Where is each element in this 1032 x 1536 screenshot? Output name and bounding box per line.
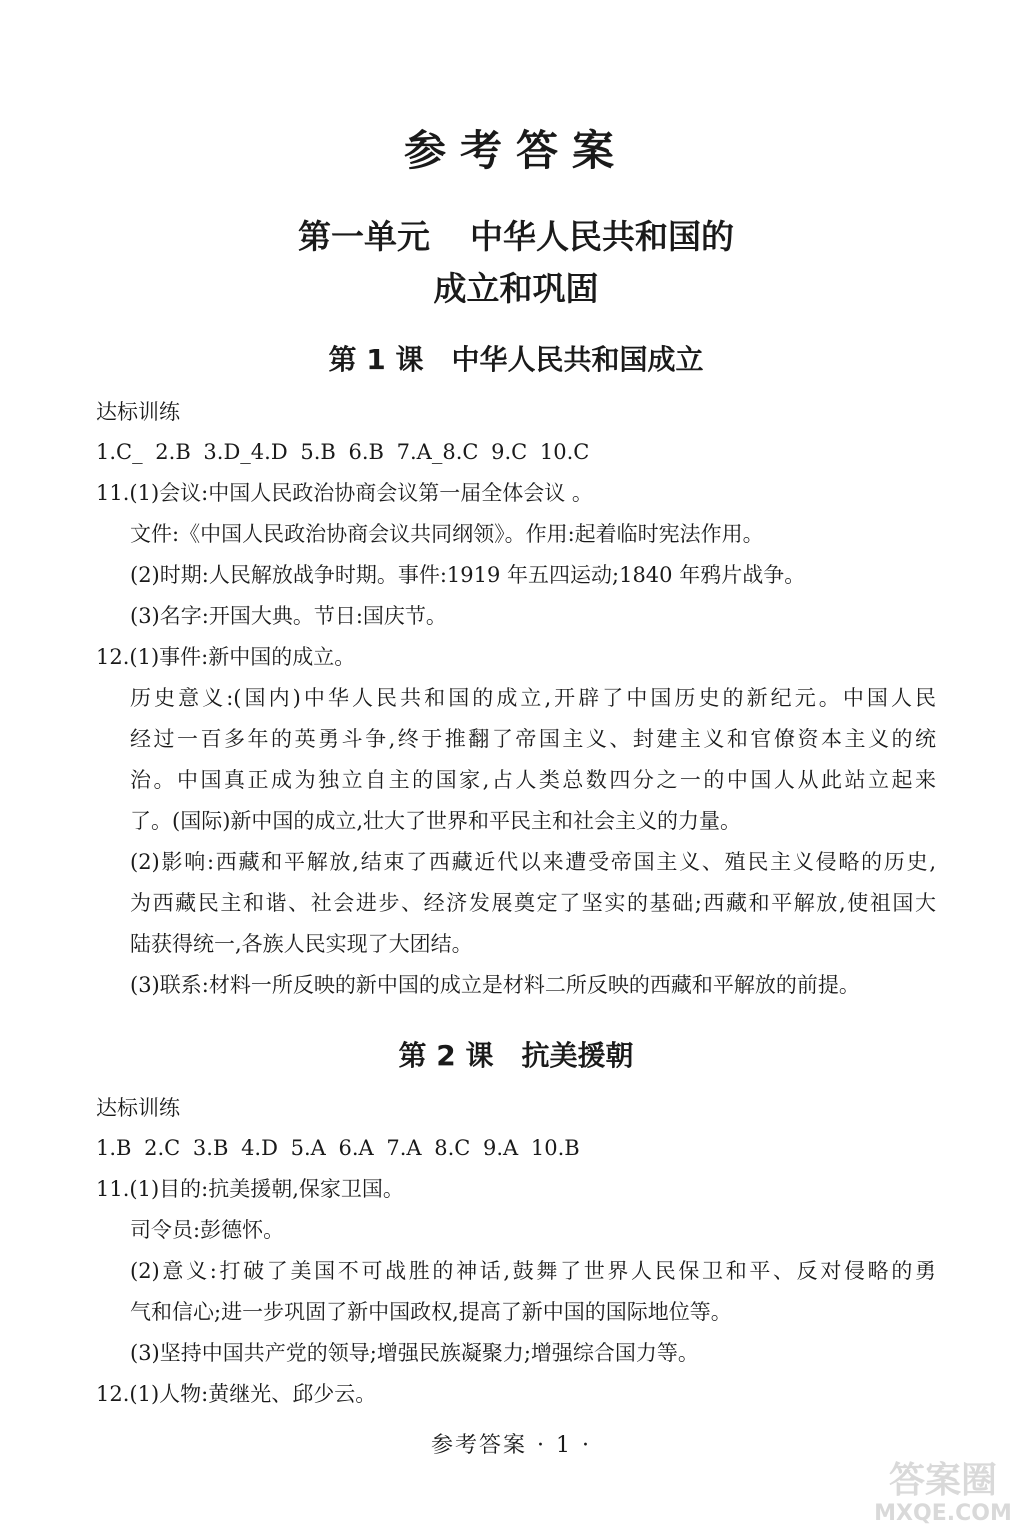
answer-line: 司令员:彭德怀。 <box>130 1218 285 1242</box>
answer-line: (2)时期:人民解放战争时期。事件:1919 年五四运动;1840 年鸦片战争。 <box>130 563 806 587</box>
answer-line: (3)联系:材料一所反映的新中国的成立是材料二所反映的西藏和平解放的前提。 <box>130 973 860 997</box>
answer-line: 经过一百多年的英勇斗争,终于推翻了帝国主义、封建主义和官僚资本主义的统 <box>130 727 936 751</box>
lesson-1-name: 中华人民共和国成立 <box>451 343 704 376</box>
answer-line: 了。(国际)新中国的成立,壮大了世界和平民主和社会主义的力量。 <box>130 809 742 833</box>
answer-line: (2)影响:西藏和平解放,结束了西藏近代以来遭受帝国主义、殖民主义侵略的历史, <box>130 850 936 874</box>
lesson-1-content <box>96 392 936 1006</box>
lesson-2-title <box>0 1034 1032 1074</box>
mc-answers: 1.B 2.C 3.B 4.D 5.A 6.A 7.A 8.C 9.A 10.B <box>96 1136 580 1160</box>
footer-label: 参考答案 <box>430 1433 527 1458</box>
lesson-2-number: 第 2 课 <box>398 1039 494 1072</box>
watermark-domain: MXQE.COM <box>874 1501 1012 1526</box>
answer-line: 文件:《中国人民政治协商会议共同纲领》。作用:起着临时宪法作用。 <box>130 522 764 546</box>
unit-number: 第一单元 <box>298 217 430 256</box>
answer-line: 11.(1)会议:中国人民政治协商会议第一届全体会议 。 <box>96 481 593 505</box>
answer-line: (3)坚持中国共产党的领导;增强民族凝聚力;增强综合国力等。 <box>130 1341 699 1365</box>
answer-line: 11.(1)目的:抗美援朝,保家卫国。 <box>96 1177 404 1201</box>
answer-line: 陆获得统一,各族人民实现了大团结。 <box>130 932 473 956</box>
section-label: 达标训练 <box>96 1096 180 1120</box>
section-label: 达标训练 <box>96 400 180 424</box>
unit-name-part1: 中华人民共和国的 <box>470 217 734 256</box>
answer-line: 气和信心;进一步巩固了新中国政权,提高了新中国的国际地位等。 <box>130 1300 732 1324</box>
lesson-1-number: 第 1 课 <box>328 343 424 376</box>
answer-line: (2)意义:打破了美国不可战胜的神话,鼓舞了世界人民保卫和平、反对侵略的勇 <box>130 1259 936 1283</box>
mc-answers: 1.C_ 2.B 3.D_4.D 5.B 6.B 7.A_8.C 9.C 10.C <box>96 440 590 464</box>
answer-line: 历史意义:(国内)中华人民共和国的成立,开辟了中国历史的新纪元。中国人民 <box>130 686 936 710</box>
lesson-2-content <box>96 1088 936 1415</box>
answer-line: 12.(1)人物:黄继光、邱少云。 <box>96 1382 377 1406</box>
page-footer: 参考答案 · 1 · <box>430 1433 591 1458</box>
watermark-logo <box>868 1452 1018 1526</box>
page-title: 参考答案 <box>403 126 628 175</box>
page-number: 1 <box>556 1433 572 1458</box>
lesson-2-name: 抗美援朝 <box>521 1039 634 1072</box>
unit-title <box>0 212 1032 262</box>
answer-line: 为西藏民主和谐、社会进步、经济发展奠定了坚实的基础;西藏和平解放,使祖国大 <box>130 891 936 915</box>
answer-line: 治。中国真正成为独立自主的国家,占人类总数四分之一的中国人从此站立起来 <box>130 768 936 792</box>
unit-title-line2: 成立和巩固 <box>433 269 599 308</box>
answer-line: 12.(1)事件:新中国的成立。 <box>96 645 356 669</box>
answer-line: (3)名字:开国大典。节日:国庆节。 <box>130 604 447 628</box>
watermark-text: 答案圈 <box>888 1460 998 1501</box>
lesson-1-title <box>0 338 1032 378</box>
